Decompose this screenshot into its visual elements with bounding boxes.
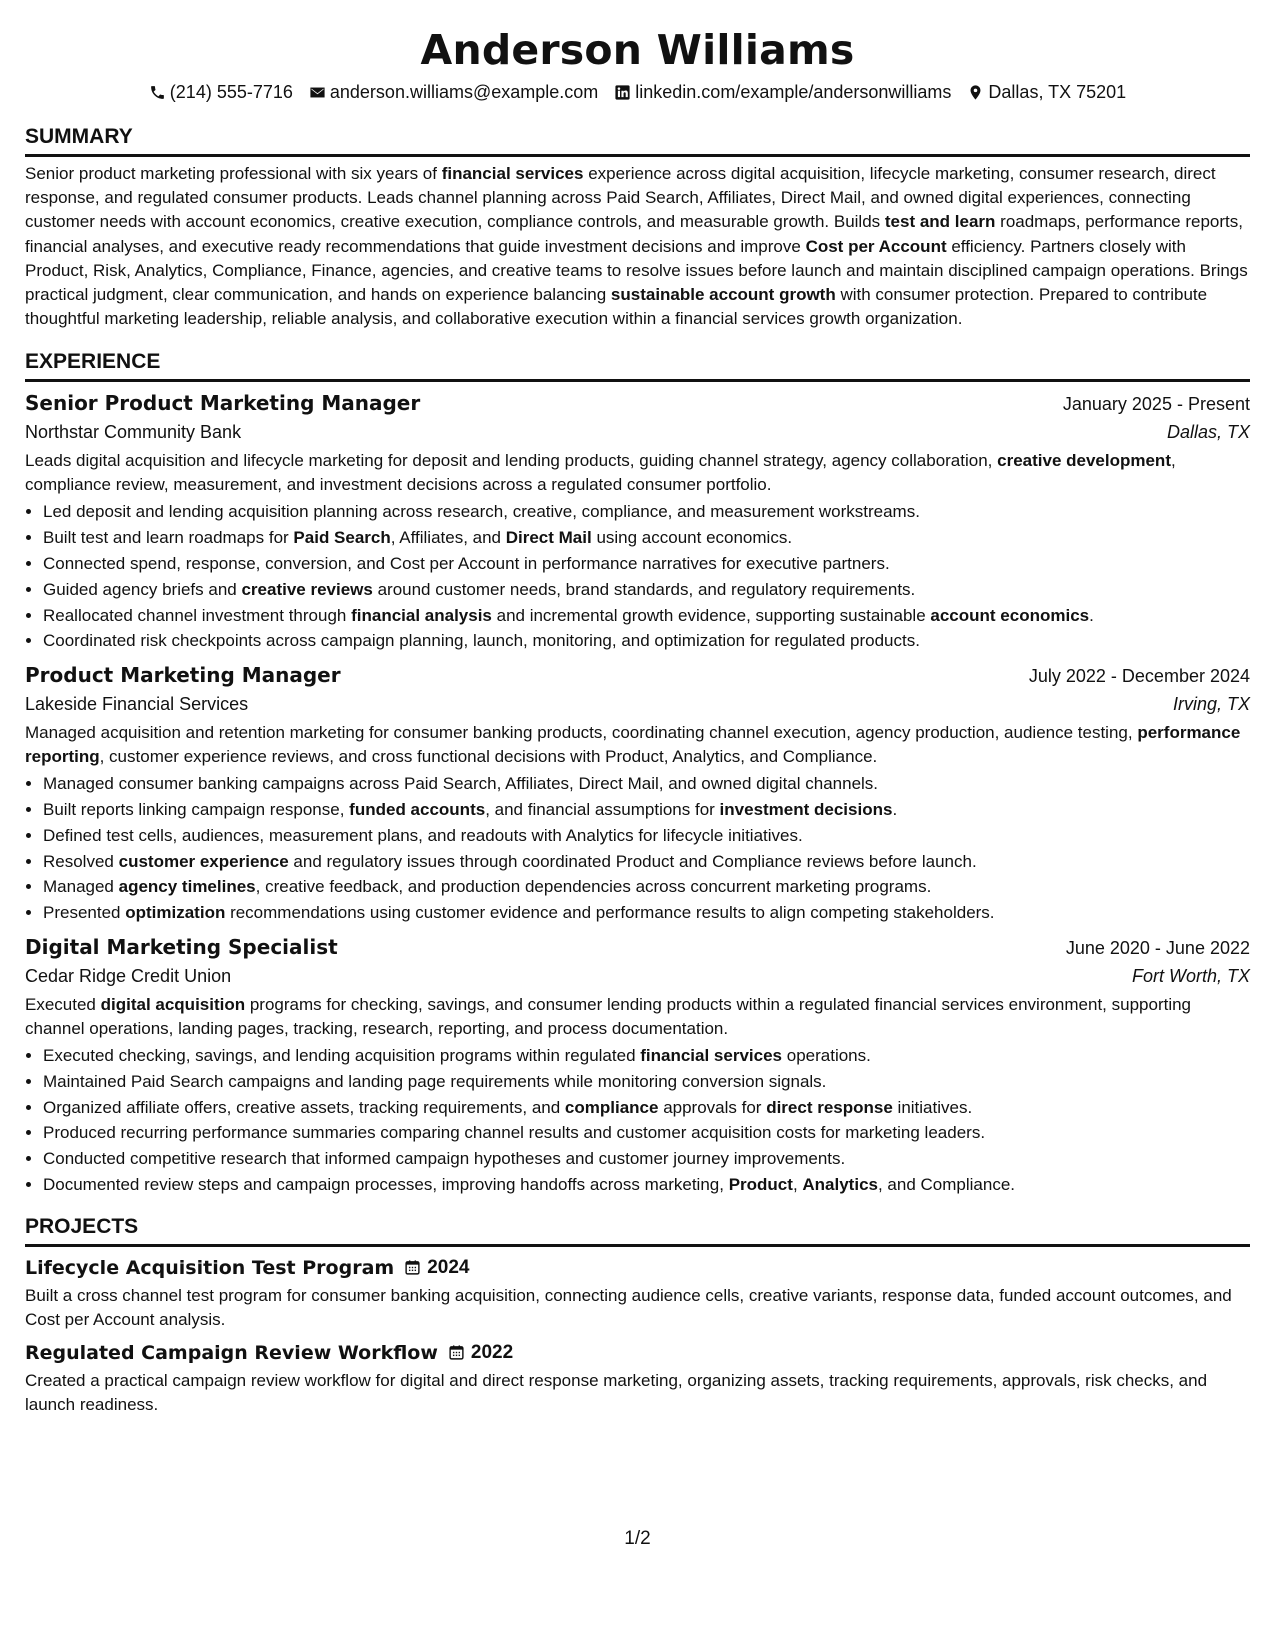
text-run: Managed consumer banking campaigns across Paid Search, Affiliates, Direct Mail, and owned digital channels. <box>43 774 879 794</box>
job-header <box>25 933 1250 962</box>
job-location: Dallas, TX <box>1166 422 1250 443</box>
job-company: Northstar Community Bank <box>25 422 242 443</box>
summary-text <box>25 162 1250 331</box>
bold-phrase: test and learn <box>884 212 996 232</box>
bold-phrase: agency timelines <box>118 877 256 897</box>
text-run: and regulatory issues through coordinated Product and Compliance reviews before launch. <box>288 851 977 871</box>
bold-phrase: Paid Search <box>293 528 391 548</box>
job-description <box>25 449 1250 497</box>
job-bullets <box>25 499 1250 654</box>
text-run: Leads digital acquisition and lifecycle marketing for deposit and lending products, guiding channel strategy, agency collaboration, <box>25 451 998 471</box>
job-subheader <box>25 418 1250 446</box>
bullet-item <box>43 1095 1250 1121</box>
job-bullets <box>25 1043 1250 1198</box>
envelope-icon <box>309 84 326 101</box>
candidate-name: Anderson Williams <box>420 26 855 74</box>
experience-list <box>25 389 1250 1197</box>
bullet-item <box>43 577 1250 603</box>
text-run: Defined test cells, audiences, measurement plans, and readouts with Analytics for lifecycle initiatives. <box>43 825 803 845</box>
bold-phrase: sustainable account growth <box>610 285 836 305</box>
job-description <box>25 721 1250 769</box>
text-run: Reallocated channel investment through <box>43 605 352 625</box>
text-run: Managed <box>43 877 119 897</box>
bullet-item <box>43 771 1250 797</box>
job-dates: January 2025 - Present <box>1062 394 1250 415</box>
bold-phrase: Product <box>728 1174 793 1194</box>
bullet-item <box>43 1172 1250 1198</box>
text-run: Connected spend, response, conversion, and Cost per Account in performance narratives for executive partners. <box>43 554 890 574</box>
text-run: . <box>1089 605 1094 625</box>
project-description: Built a cross channel test program for consumer banking acquisition, connecting audience cells, creative variants, response data, funded account outcomes, and Cost per Account analysis. <box>25 1285 1232 1329</box>
text-run: approvals for <box>658 1097 767 1117</box>
calendar-icon <box>448 1344 465 1361</box>
job-company: Cedar Ridge Credit Union <box>25 965 232 986</box>
text-run: Executed checking, savings, and lending acquisition programs within regulated <box>43 1045 641 1065</box>
bullet-item <box>43 551 1250 577</box>
bold-phrase: funded accounts <box>349 800 486 819</box>
text-run: Maintained Paid Search campaigns and landing page requirements while monitoring conversion signals. <box>43 1071 827 1091</box>
bold-phrase: optimization <box>125 903 226 923</box>
bold-phrase: financial services <box>640 1045 783 1065</box>
bullet-item <box>43 823 1250 849</box>
text-run: . <box>892 800 898 819</box>
text-run: using account economics. <box>591 528 793 548</box>
project-year-text: 2024 <box>427 1256 470 1278</box>
bold-phrase: performance reporting <box>25 723 1241 767</box>
job-subheader <box>25 962 1250 990</box>
bold-phrase: Analytics <box>802 1174 878 1194</box>
text-run: and incremental growth evidence, supporting sustainable <box>491 605 931 625</box>
resume-page <box>25 18 1250 1417</box>
summary-heading: SUMMARY <box>25 124 1250 157</box>
calendar-icon <box>404 1259 421 1276</box>
bold-phrase: investment decisions <box>719 800 893 819</box>
text-run: efficiency. Partners closely with Product, Risk, Analytics, Compliance, Finance, agencies, and creative teams to resolve issues before launch and maintain disciplined campaign operations. Brings practical judgment, clear communication, and hands on experience balancing <box>25 236 1248 305</box>
text-run: Senior product marketing professional with six years of <box>25 164 442 183</box>
page-number: 1/2 <box>624 1528 651 1549</box>
job-dates: June 2020 - June 2022 <box>1065 937 1250 958</box>
bullet-item <box>43 1069 1250 1095</box>
text-run: recommendations using customer evidence and performance results to align competing stakeholders. <box>225 903 995 923</box>
bold-phrase: account economics <box>930 605 1090 625</box>
bullet-item <box>43 1146 1250 1172</box>
text-run: Managed acquisition and retention marketing for consumer banking products, coordinating channel execution, agency production, audience testing, <box>25 723 1138 743</box>
bold-phrase: financial services <box>441 164 584 183</box>
bullet-item <box>43 900 1250 926</box>
project-title: Lifecycle Acquisition Test Program <box>25 1256 395 1279</box>
bullet-item <box>43 628 1250 654</box>
projects-list <box>25 1255 1250 1417</box>
text-run: Built reports linking campaign response, <box>43 800 350 819</box>
email-address[interactable]: anderson.williams@example.com <box>329 82 599 102</box>
bold-phrase: customer experience <box>118 851 289 871</box>
text-run: experience across digital acquisition, lifecycle marketing, consumer research, direct response, and regulated consumer products. Leads channel planning across Paid Search, Affiliates, Direct Mail, and owned digital experiences, connecting customer needs with account economics, creative execution, compliance controls, and measurable growth. Builds <box>25 164 1216 232</box>
text-run: Guided agency briefs and <box>43 579 242 599</box>
bullet-item <box>43 1120 1250 1146</box>
bold-phrase: Cost per Account <box>805 236 947 256</box>
bullet-item <box>43 525 1250 551</box>
contact-location <box>967 80 1126 104</box>
text-run: , creative feedback, and production dependencies across concurrent marketing programs. <box>255 877 932 897</box>
job-dates: July 2022 - December 2024 <box>1028 666 1250 687</box>
linkedin-icon <box>614 84 631 101</box>
text-run: , customer experience reviews, and cross functional decisions with Product, Analytics, and Compliance. <box>99 747 878 767</box>
linkedin-url[interactable]: linkedin.com/example/andersonwilliams <box>635 82 952 102</box>
text-run: programs for checking, savings, and consumer lending products within a regulated financial services environment, supporting channel operations, landing pages, tracking, research, reporting, and process documentation. <box>25 994 1192 1038</box>
text-run: operations. <box>782 1045 871 1065</box>
text-run: Built test and learn roadmaps for <box>43 528 294 548</box>
project-year <box>448 1342 513 1364</box>
bold-phrase: compliance <box>564 1097 659 1117</box>
job-location: Irving, TX <box>1172 694 1250 715</box>
job-bullets <box>25 771 1250 926</box>
job-description <box>25 993 1250 1041</box>
job-entry <box>25 933 1250 1198</box>
bullet-item <box>43 1043 1250 1069</box>
contact-linkedin[interactable] <box>614 80 951 104</box>
text-run: Executed <box>25 994 101 1014</box>
project-year <box>404 1257 469 1279</box>
text-run: , and financial assumptions for <box>485 800 720 819</box>
job-company: Lakeside Financial Services <box>25 694 249 715</box>
bold-phrase: financial analysis <box>351 605 492 625</box>
text-run: Organized affiliate offers, creative assets, tracking requirements, and <box>43 1097 565 1117</box>
text-run: roadmaps, performance reports, financial analyses, and executive ready recommendations that guide investment decisions and improve <box>25 212 1243 256</box>
project-entry <box>25 1340 1250 1417</box>
job-location: Fort Worth, TX <box>1131 965 1250 986</box>
bold-phrase: digital acquisition <box>100 994 246 1014</box>
text-run: , and Compliance. <box>877 1174 1016 1194</box>
text-run: Resolved <box>43 851 119 871</box>
text-run: , compliance review, measurement, and investment decisions across a regulated consumer portfolio. <box>25 451 1176 495</box>
experience-heading: EXPERIENCE <box>25 349 1250 382</box>
project-description: Created a practical campaign review workflow for digital and direct response marketing, organizing assets, tracking requirements, approvals, risk checks, and launch readiness. <box>25 1370 1208 1414</box>
text-run: Conducted competitive research that informed campaign hypotheses and customer journey improvements. <box>43 1149 846 1169</box>
job-header <box>25 661 1250 690</box>
job-header <box>25 389 1250 418</box>
project-header <box>25 1340 1250 1366</box>
bold-phrase: creative development <box>997 451 1171 471</box>
job-entry <box>25 661 1250 926</box>
phone-number: (214) 555-7716 <box>169 82 293 102</box>
project-entry <box>25 1255 1250 1332</box>
text-run: initiatives. <box>892 1097 973 1117</box>
job-subheader <box>25 690 1250 718</box>
job-title: Senior Product Marketing Manager <box>25 391 421 416</box>
bullet-item <box>43 499 1250 525</box>
projects-heading: PROJECTS <box>25 1214 1250 1247</box>
bullet-item <box>43 874 1250 900</box>
bullet-item <box>43 797 1250 823</box>
text-run: Led deposit and lending acquisition planning across research, creative, compliance, and measurement workstreams. <box>43 502 920 522</box>
contact-phone <box>149 80 293 104</box>
text-run: Coordinated risk checkpoints across campaign planning, launch, monitoring, and optimization for regulated products. <box>43 631 920 651</box>
bold-phrase: creative reviews <box>241 579 373 599</box>
project-header <box>25 1255 1250 1281</box>
text-run: Produced recurring performance summaries comparing channel results and customer acquisition costs for marketing leaders. <box>43 1123 986 1143</box>
bold-phrase: direct response <box>766 1097 893 1117</box>
text-run: Documented review steps and campaign processes, improving handoffs across marketing, <box>43 1174 729 1194</box>
map-pin-icon <box>967 84 984 101</box>
project-title: Regulated Campaign Review Workflow <box>25 1341 438 1364</box>
bold-phrase: Direct Mail <box>505 528 592 548</box>
job-title: Digital Marketing Specialist <box>25 934 338 959</box>
contact-email[interactable] <box>309 80 598 104</box>
text-run: Presented <box>43 903 126 923</box>
text-run: around customer needs, brand standards, and regulatory requirements. <box>372 579 916 599</box>
job-title: Product Marketing Manager <box>25 663 341 688</box>
job-entry <box>25 389 1250 654</box>
text-run: , <box>792 1174 803 1194</box>
text-run: , Affiliates, and <box>390 528 506 548</box>
bullet-item <box>43 603 1250 629</box>
location-text: Dallas, TX 75201 <box>988 82 1127 102</box>
text-run: with consumer protection. Prepared to contribute thoughtful marketing leadership, reliable analysis, and collaborative execution within a financial services growth organization. <box>25 285 1208 329</box>
contact-bar <box>25 80 1250 104</box>
project-year-text: 2022 <box>470 1341 514 1363</box>
bullet-item <box>43 849 1250 875</box>
phone-icon <box>149 84 166 101</box>
